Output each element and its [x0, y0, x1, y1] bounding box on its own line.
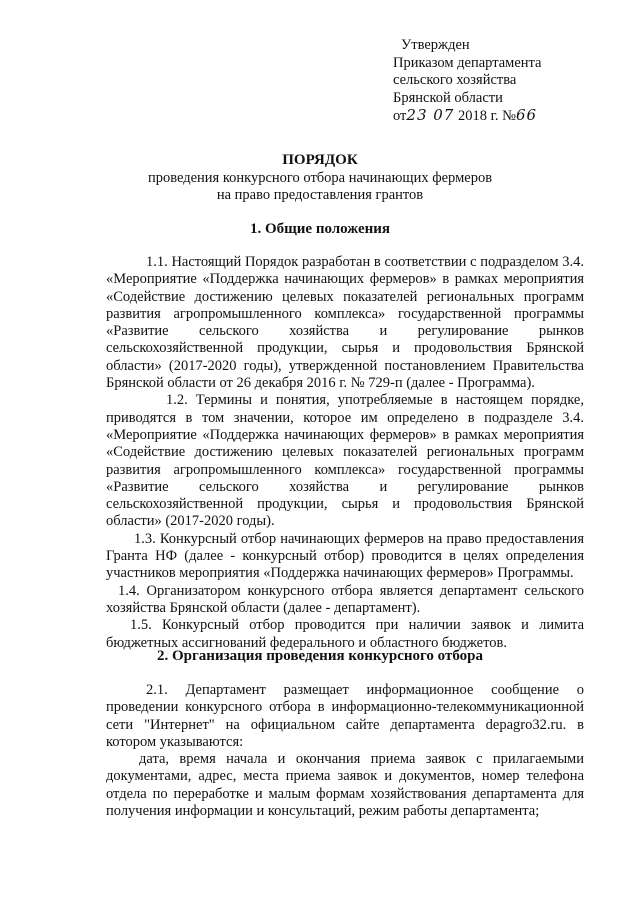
handwritten-number: 66 [516, 106, 538, 124]
paragraph-1-5: 1.5. Конкурсный отбор проводится при наличии заявок и лимита бюджетных ассигнований федерального и областного бюджетов. [106, 617, 584, 651]
approval-region: Брянской области [393, 89, 503, 106]
approval-title: Утвержден [401, 37, 470, 53]
document-subtitle-2: на право предоставления грантов [216, 187, 424, 203]
document-subtitle-1: проведения конкурсного отбора начинающих фермеров [147, 170, 493, 186]
approval-order: Приказом департамента [393, 54, 542, 71]
paragraph-1-3: 1.3. Конкурсный отбор начинающих фермеров на право предоставления Гранта НФ (далее - конкурсный отбор) проводится в целях определения участников мероприятия «Поддержка начинающих фермеров» Программы. [106, 530, 584, 582]
section-1-body [106, 254, 584, 652]
handwritten-date: 23 07 [406, 106, 455, 124]
section-2-heading: 2. Организация проведения конкурсного отбора [156, 648, 483, 664]
approval-stamp [393, 37, 542, 126]
date-prefix: от [393, 108, 407, 124]
section-2-body [106, 682, 584, 820]
document-title-block [0, 151, 640, 204]
paragraph-1-1: 1.1. Настоящий Порядок разработан в соответствии с подразделом 3.4. «Мероприятие «Поддержка начинающих фермеров» в рамках мероприятия «Содействие достижению целевых показателей региональных программ развития агропромышленного комплекса» государственной программы «Развитие сельского хозяйства и регулирование рынков сельскохозяйственной продукции, сырья и продовольствия Брянской области» (2017-2020 годы), утвержденной постановлением Правительства Брянской области от 26 декабря 2016 г. № 729-п (далее - Программа). [106, 254, 584, 392]
paragraph-2-1-item: дата, время начала и окончания приема заявок с прилагаемыми документами, адрес, места приема заявок и документов, номер телефона отдела по переработке и малым формам хозяйствования департамента для получения информации и консультаций, режим работы департамента; [106, 751, 584, 820]
approval-department: сельского хозяйства [393, 72, 517, 88]
document-title: ПОРЯДОК [282, 152, 358, 168]
date-year: 2018 г. [457, 108, 499, 124]
paragraph-1-2: 1.2. Термины и понятия, употребляемые в настоящем порядке, приводятся в том значении, которое им определено в подразделе 3.4. «Мероприятие «Поддержка начинающих фермеров» в рамках мероприятия «Содействие достижению целевых показателей региональных программ развития агропромышленного комплекса» государственной программы «Развитие сельского хозяйства и регулирование рынков сельскохозяйственной продукции, сырья и продовольствия Брянской области» (2017-2020 годы). [106, 392, 584, 530]
paragraph-2-1: 2.1. Департамент размещает информационное сообщение о проведении конкурсного отбора в информационно-телекоммуникационной сети "Интернет" на официальном сайте департамента depagro32.ru. в котором указываются: [106, 682, 584, 750]
number-prefix: № [502, 108, 517, 124]
paragraph-1-4: 1.4. Организатором конкурсного отбора является департамент сельского хозяйства Брянской области (далее - департамент). [106, 582, 584, 616]
section-1-heading: 1. Общие положения [249, 221, 391, 237]
approval-date-line [393, 107, 542, 126]
